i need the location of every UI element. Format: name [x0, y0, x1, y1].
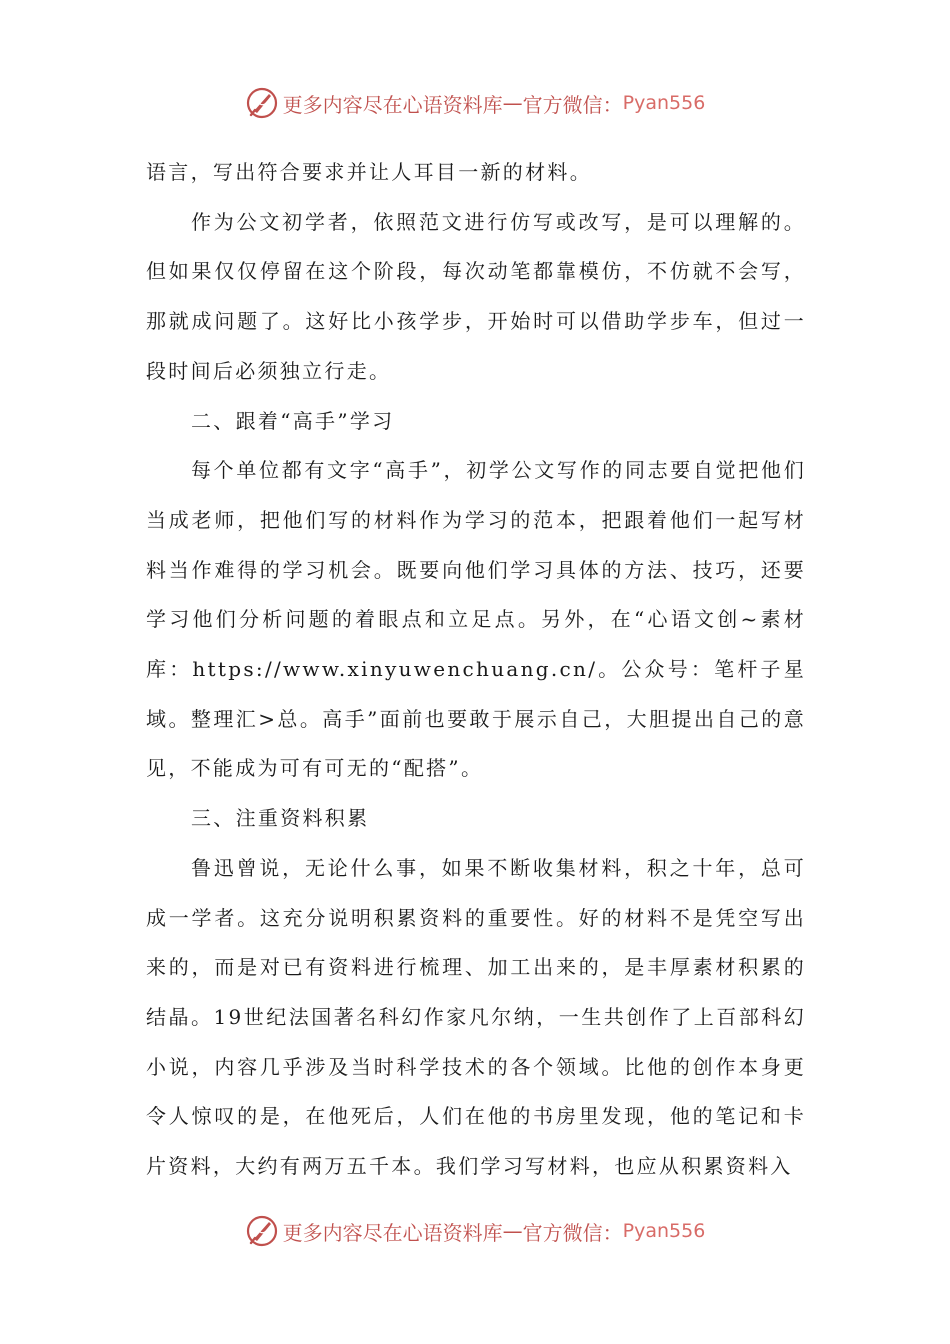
header-brand: 更多内容尽在心语资料库	[282, 92, 503, 117]
paragraph-accumulation: 鲁迅曾说，无论什么事，如果不断收集材料，积之十年，总可成一学者。这充分说明积累资料的重要性。好的材料不是凭空写出来的，而是对已有资料进行梳理、加工出来的，是丰厚素材积累的结晶。19世纪法国著名科幻作家凡尔纳，一生共创作了上百部科幻小说，内容几乎涉及当时科学技术的各个领域。比他的创作本身更令人惊叹的是，在他死后，人们在他的书房里发现，他的笔记和卡片资料，大约有两万五千本。我们学习写材料，也应从积累资料入	[146, 855, 806, 1179]
quill-pen-icon	[245, 1214, 279, 1248]
header-separator: —	[502, 91, 523, 115]
footer-watermark	[0, 1206, 950, 1256]
paragraph-experts: 每个单位都有文字“高手”，初学公文写作的同志要自觉把他们当成老师，把他们写的材料作为学习的范本，把跟着他们一起写材料当作难得的学习机会。既要向他们学习具体的方法、技巧，还要学习他们分析问题的着眼点和立足点。另外，在“心语文创~素材库：https://www.xinyuwenchuang.cn/。公众号：笔杆子星域。整理汇>总。高手”面前也要敢于展示自己，大胆提出自己的意见，不能成为可有可无的“配搭”。	[146, 458, 806, 781]
footer-contact-id: Pyan556	[622, 1220, 706, 1242]
footer-separator: —	[502, 1219, 523, 1243]
footer-contact-label: 官方微信：	[522, 1220, 623, 1245]
section-heading-learn-from-experts: 二、跟着“高手”学习	[191, 408, 395, 433]
footer-brand: 更多内容尽在心语资料库	[282, 1220, 503, 1245]
header-contact-label: 官方微信：	[522, 92, 623, 117]
paragraph-imitation: 作为公文初学者，依照范文进行仿写或改写，是可以理解的。但如果仅仅停留在这个阶段，每次动笔都靠模仿，不仿就不会写，那就成问题了。这好比小孩学步，开始时可以借助学步车，但过一段时间后必须独立行走。	[146, 209, 806, 383]
header-contact-id: Pyan556	[622, 92, 706, 114]
quill-pen-icon	[245, 86, 279, 120]
header-watermark	[0, 78, 950, 128]
paragraph-continuation: 语言，写出符合要求并让人耳目一新的材料。	[146, 160, 592, 184]
document-body	[146, 148, 806, 1192]
section-heading-accumulate-materials: 三、注重资料积累	[191, 806, 370, 831]
